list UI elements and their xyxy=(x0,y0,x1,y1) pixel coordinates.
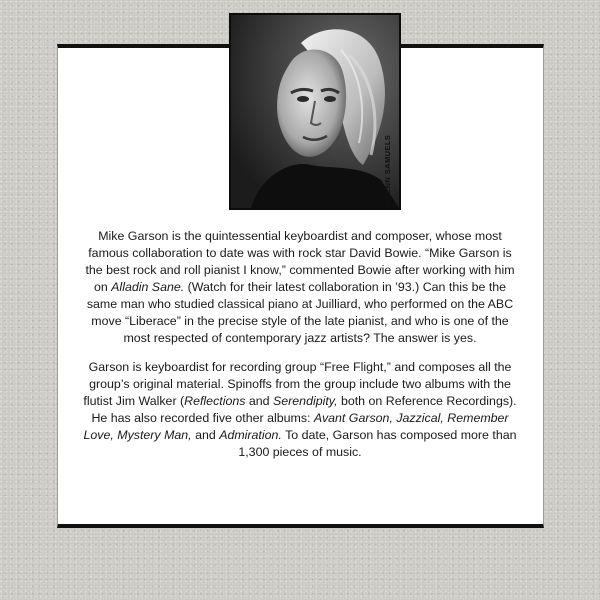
paragraph-2-text-d: and xyxy=(191,428,220,442)
biography-text xyxy=(80,228,520,473)
portrait-photo xyxy=(229,13,401,210)
album-titles-list: Avant Garson, Jazzical, Remember Love, Mystery Man, xyxy=(83,411,509,442)
album-title-admiration: Admiration. xyxy=(219,428,282,442)
biography-paragraph-1 xyxy=(80,228,520,347)
portrait-illustration xyxy=(231,15,399,208)
paragraph-2-text-e: To date, Garson has composed more than 1,300 pieces of music. xyxy=(238,428,517,459)
paragraph-1-text-a: Mike Garson is the quintessential keyboardist and composer, whose most famous collaboration to date was with rock star David Bowie. “Mike Garson is the best rock and roll pianist I know,” commented Bowie after working with him on xyxy=(85,229,515,294)
paragraph-2-text-a: Garson is keyboardist for recording group “Free Flight,” and composes all the group’s original material. Spinoffs from the group include two albums with the flutist Jim Walker ( xyxy=(83,360,512,408)
album-title-alladin-sane: Alladin Sane. xyxy=(111,280,185,294)
biography-paragraph-2 xyxy=(80,359,520,461)
album-title-serendipity: Serendipity, xyxy=(273,394,338,408)
photo-credit: GLENN SAMUELS xyxy=(383,134,392,205)
paragraph-2-text-c: both on Reference Recordings). He has also recorded five other albums: xyxy=(91,394,517,425)
album-title-reflections: Reflections xyxy=(184,394,246,408)
paragraph-2-text-b: and xyxy=(245,394,273,408)
paragraph-1-text-b: (Watch for their latest collaboration in ’93.) Can this be the same man who studied classical piano at Juilliard, who performed on the ABC move “Liberace” in the precise style of the late pianist, and who is one of the most respected of contemporary jazz artists? The answer is yes. xyxy=(86,280,514,345)
